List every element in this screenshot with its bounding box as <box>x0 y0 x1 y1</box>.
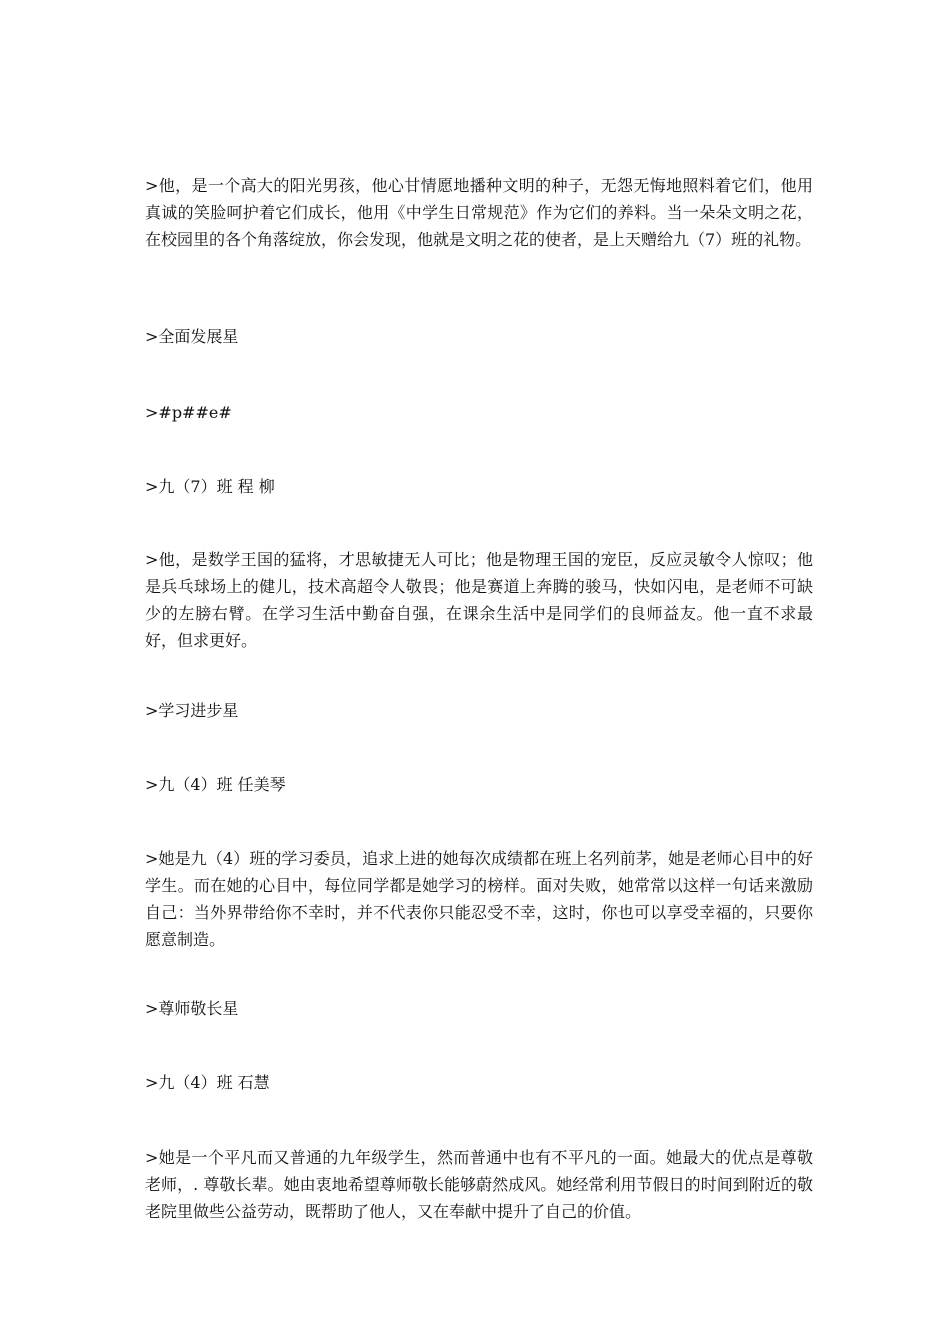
heading-respect-teachers-star: >尊师敬长星 <box>145 999 239 1018</box>
heading-all-round-star: >全面发展星 <box>145 327 239 346</box>
student-class-name: >九（7）班 程 柳 <box>145 477 275 496</box>
paragraph-respect-description: >她是一个平凡而又普通的九年级学生，然而普通中也有不平凡的一面。她最大的优点是尊敬老师，. 尊敬长辈。她由衷地希望尊师敬长能够蔚然成风。她经常利用节假日的时间到附近的敬老院里做些公益劳动，既帮助了他人，又在奉献中提升了自己的价值。 <box>145 1148 813 1221</box>
paragraph-allround-description: >他，是数学王国的猛将，才思敏捷无人可比；他是物理王国的宠臣，反应灵敏令人惊叹；他是兵乓球场上的健儿，技术高超令人敬畏；他是赛道上奔腾的骏马，快如闪电，是老师不可缺少的左膀右臂。在学习生活中勤奋自强，在课余生活中是同学们的良师益友。他一直不求最好，但求更好。 <box>145 550 813 650</box>
student-class-name: >九（4）班 石慧 <box>145 1073 270 1092</box>
student-class-name: >九（4）班 任美琴 <box>145 775 286 794</box>
paragraph-civility-description: >他，是一个高大的阳光男孩，他心甘情愿地播种文明的种子，无怨无悔地照料着它们，他用真诚的笑脸呵护着它们成长，他用《中学生日常规范》作为它们的养料。当一朵朵文明之花，在校园里的各个角落绽放，你会发现，他就是文明之花的使者，是上天赠给九（7）班的礼物。 <box>145 176 813 249</box>
heading-learning-progress-star: >学习进步星 <box>145 701 239 720</box>
paragraph-learning-description: >她是九（4）班的学习委员，追求上进的她每次成绩都在班上名列前茅，她是老师心目中的好学生。而在她的心目中，每位同学都是她学习的榜样。面对失败，她常常以这样一句话来激励自己：当外界带给你不幸时，并不代表你只能忍受不幸，这时，你也可以享受幸福的，只要你愿意制造。 <box>145 849 813 949</box>
placeholder-token: >#p##e# <box>145 403 232 422</box>
